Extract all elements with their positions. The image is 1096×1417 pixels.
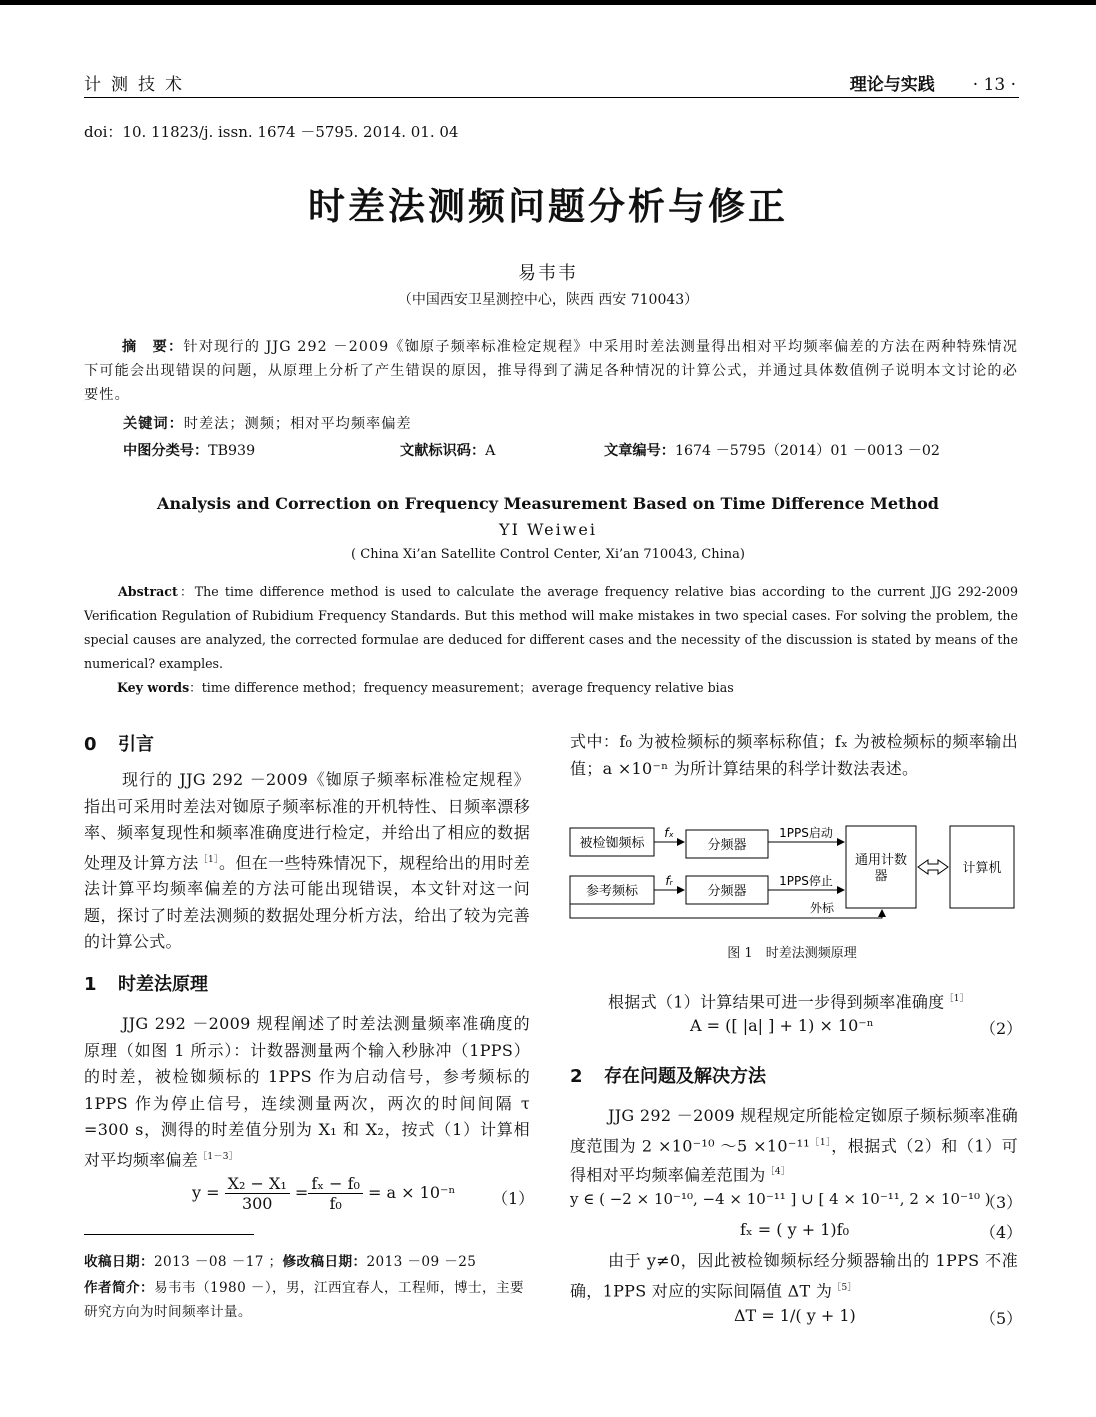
received-label: 收稿日期：: [84, 1254, 154, 1270]
equation-5: ΔT = 1/( y + 1): [734, 1306, 856, 1325]
citation: ［1－3］: [198, 1151, 239, 1162]
bio-label: 作者简介：: [84, 1280, 154, 1296]
label-computer: 计算机: [962, 861, 1002, 876]
citation: ［5］: [832, 1282, 857, 1293]
abstract: [84, 335, 1018, 407]
label-dut: 被检铷频标: [579, 836, 645, 851]
footnote-dates: [84, 1250, 526, 1274]
right-paragraph-2: [570, 986, 1018, 1016]
clc-value: TB939: [208, 443, 256, 459]
equation-2-number: （2）: [980, 1019, 1023, 1038]
top-border: [0, 0, 1096, 5]
english-keywords: Key words：time difference method；frequency measurement；average frequency relative bias: [117, 680, 734, 695]
article-value: 1674 －5795（2014）01 －0013 －02: [674, 443, 940, 459]
abstract-label: 摘 要：: [122, 339, 184, 355]
label-ref: 参考频标: [585, 884, 639, 899]
english-abstract-text: The time difference method is used to calculate the average frequency relative bias according to the current JJG 292-2009 Verification Regulation of Rubidium Frequency Standards. But this method will make mistakes in two special cases. For solving the problem, the special causes are analyzed, the corrected formulae are deduced for different cases and the necessity of the discussion is stated by means of the numerical? examples.: [84, 584, 1019, 671]
section-2-title: 存在问题及解决方法: [604, 1066, 766, 1087]
received-date: 2013 －08 －17 ；: [153, 1254, 283, 1270]
label-counter-1: 通用计数: [854, 853, 908, 868]
journal-name: 计测技术: [84, 75, 192, 95]
eq1-den2: f₀: [329, 1194, 342, 1213]
equation-3: y ∈ ( −2 × 10⁻¹⁰, −4 × 10⁻¹¹ ] ∪ [ 4 × 10⁻¹¹, 2 × 10⁻¹⁰ ): [570, 1190, 991, 1208]
section-0-paragraph: [84, 767, 530, 956]
english-keywords-text: time difference method；frequency measurement；average frequency relative bias: [201, 680, 734, 695]
bio-text: 易韦韦（1980 －），男，江西宜春人，工程师，博士，主要研究方向为时间频率计量。: [84, 1280, 524, 1320]
right-paragraph-3-text: JJG 292 －2009 规程规定所能检定铷原子频标频率准确度范围为 2 ×10⁻¹⁰ ～5 ×10⁻¹¹: [570, 1106, 1018, 1155]
keywords: [123, 413, 412, 433]
section-name: 理论与实践: [849, 75, 935, 95]
citation: ［1］: [810, 1137, 832, 1148]
label-fr: fᵣ: [665, 874, 673, 888]
equation-4-number: （4）: [980, 1223, 1023, 1242]
abstract-text: 针对现行的 JJG 292 －2009《铷原子频率标准检定规程》中采用时差法测量得出相对平均频率偏差的方法在两种特殊情况下可能会出现错误的问题，从原理上分析了产生错误的原因，推导得到了满足各种情况的计算公式，并通过具体数值例子说明本文讨论的必要性。: [84, 339, 1018, 403]
english-title: Analysis and Correction on Frequency Measurement Based on Time Difference Method: [157, 494, 939, 513]
label-start: 1PPS启动: [779, 826, 833, 840]
footnote-rule: [84, 1234, 254, 1235]
citation: ［1］: [198, 854, 219, 865]
eq1-den1: 300: [241, 1194, 273, 1213]
doc-label: 文献标识码：: [400, 443, 486, 459]
citation: ［4］: [765, 1167, 791, 1178]
right-paragraph-2-text: 根据式（1）计算结果可进一步得到频率准确度: [608, 992, 945, 1012]
paper-title: 时差法测频问题分析与修正: [308, 185, 788, 228]
equation-1-number: （1）: [492, 1189, 535, 1208]
english-keywords-label: Key words: [117, 680, 190, 695]
section-0-text-2: 。但在一些特殊情况下，规程给出的用时差法计算平均频率偏差的方法可能出现错误，本文针对这一问题，探讨了时差法测频的数据处理分析方法，给出了较为完善的计算公式。: [84, 852, 531, 952]
article-label: 文章编号：: [604, 443, 675, 459]
article-number: [604, 440, 940, 460]
section-2-number: 2: [570, 1066, 583, 1087]
footnote-bio: [84, 1276, 526, 1324]
equation-2: A = ([ |a| ] + 1) × 10⁻ⁿ: [690, 1016, 874, 1035]
doi: doi：10. 11823/j. issn. 1674 －5795. 2014. 01. 04: [84, 123, 459, 141]
english-affiliation: ( China Xi’an Satellite Control Center, Xi’an 710043, China): [351, 547, 745, 562]
eq1-fraction-2: [308, 1174, 363, 1213]
english-author: YI Weiwei: [499, 520, 597, 539]
bidirectional-arrow: [918, 860, 948, 874]
label-fx: fₓ: [664, 826, 674, 840]
revised-label: 修改稿日期：: [282, 1254, 367, 1270]
right-paragraph-3-text-2: ，根据式（2）和（1）可得相对平均频率偏差范围为: [570, 1135, 1018, 1185]
eq1-fraction-1: [225, 1174, 290, 1213]
section-header: [850, 70, 1016, 95]
right-paragraph-4: [570, 1248, 1018, 1304]
section-1-heading: [84, 970, 208, 996]
english-abstract-label: Abstract: [118, 584, 178, 599]
section-0-heading: [84, 730, 154, 756]
label-stop: 1PPS停止: [779, 874, 833, 888]
figure-1-diagram: [566, 822, 1018, 940]
keywords-label: 关键词：: [123, 416, 184, 432]
section-1-paragraph: [84, 1011, 530, 1173]
section-1-number: 1: [84, 974, 97, 995]
right-paragraph-1: 式中：f₀ 为被检频标的频率标称值；fₓ 为被检频标的频率输出值；a ×10⁻ⁿ 为所计算结果的科学计数法表述。: [570, 732, 1018, 778]
revised-date: 2013 －09 －25: [366, 1254, 477, 1270]
doc-value: A: [485, 443, 496, 459]
arrow-external-ref: [570, 904, 882, 918]
clc-label: 中图分类号：: [123, 443, 209, 459]
section-1-text: JJG 292 －2009 规程阐述了时差法测量频率准确度的原理（如图 1 所示）：计数器测量两个输入秒脉冲（1PPS）的时差，被检铷频标的 1PPS 作为启动信号，参考频标的 1PPS 作为停止信号，连续测量两次，两次的时间间隔 τ =300 s，测得的时差值分别为 X₁ 和 X₂，按式（1）计算相对平均频率偏差: [84, 1014, 530, 1169]
label-divider-1: 分频器: [707, 838, 747, 853]
author: 易韦韦: [518, 263, 578, 284]
section-0-text: 现行的 JJG 292 －2009《铷原子频率标准检定规程》指出可采用时差法对铷原子频率标准的开机特性、日频率漂移率、频率复现性和频率准确度进行检定，并给出了相应的数据处理及计算方法: [84, 770, 530, 872]
keywords-text: 时差法；测频；相对平均频率偏差: [183, 416, 412, 432]
english-abstract: Abstract：The time difference method is used to calculate the average frequency relative bias according to the current JJG 292-2009 Verification Regulation of Rubidium Frequency Standards. But this method will make mistakes in two special cases. For solving the problem, the special causes are analyzed, the corrected formulae are deduced for different cases and the necessity of the discussion is stated by means of the numerical? examples.: [84, 584, 1019, 671]
header-rule: [84, 97, 1019, 98]
eq1-num2: fₓ − f₀: [308, 1174, 363, 1194]
doc-code: [400, 440, 495, 460]
eq1-rhs: = a × 10⁻ⁿ: [368, 1183, 456, 1202]
label-external: 外标: [809, 901, 835, 915]
equation-3-number: （3）: [980, 1193, 1023, 1212]
affiliation: （中国西安卫星测控中心，陕西 西安 710043）: [397, 292, 699, 308]
section-0-number: 0: [84, 734, 97, 755]
equation-5-number: （5）: [980, 1309, 1023, 1328]
right-paragraph-4-text: 由于 y≠0，因此被检铷频标经分频器输出的 1PPS 不准确，1PPS 对应的实际间隔值 ΔT 为: [570, 1251, 1018, 1300]
label-divider-2: 分频器: [707, 884, 747, 899]
figure-1-caption: 图 1 时差法测频原理: [727, 946, 857, 961]
section-2-heading: [570, 1062, 766, 1088]
equation-1: y = $\frac{\text{X₂ − X₁}}{300}$ = $\frac{\text{fₓ − f₀}}{\text{f₀}}$ = a × 10⁻ⁿ: [192, 1174, 456, 1213]
equation-4: fₓ = ( y + 1)f₀: [740, 1220, 849, 1239]
eq1-num1: X₂ − X₁: [225, 1174, 290, 1194]
clc-number: [123, 440, 255, 460]
page-number: · 13 ·: [972, 75, 1016, 95]
citation: ［1］: [944, 994, 970, 1004]
right-paragraph-3: [570, 1103, 1018, 1189]
section-1-title: 时差法原理: [118, 974, 208, 995]
eq1-lhs: y =: [192, 1183, 220, 1202]
section-0-title: 引言: [118, 734, 154, 755]
label-counter-2: 器: [874, 869, 888, 884]
